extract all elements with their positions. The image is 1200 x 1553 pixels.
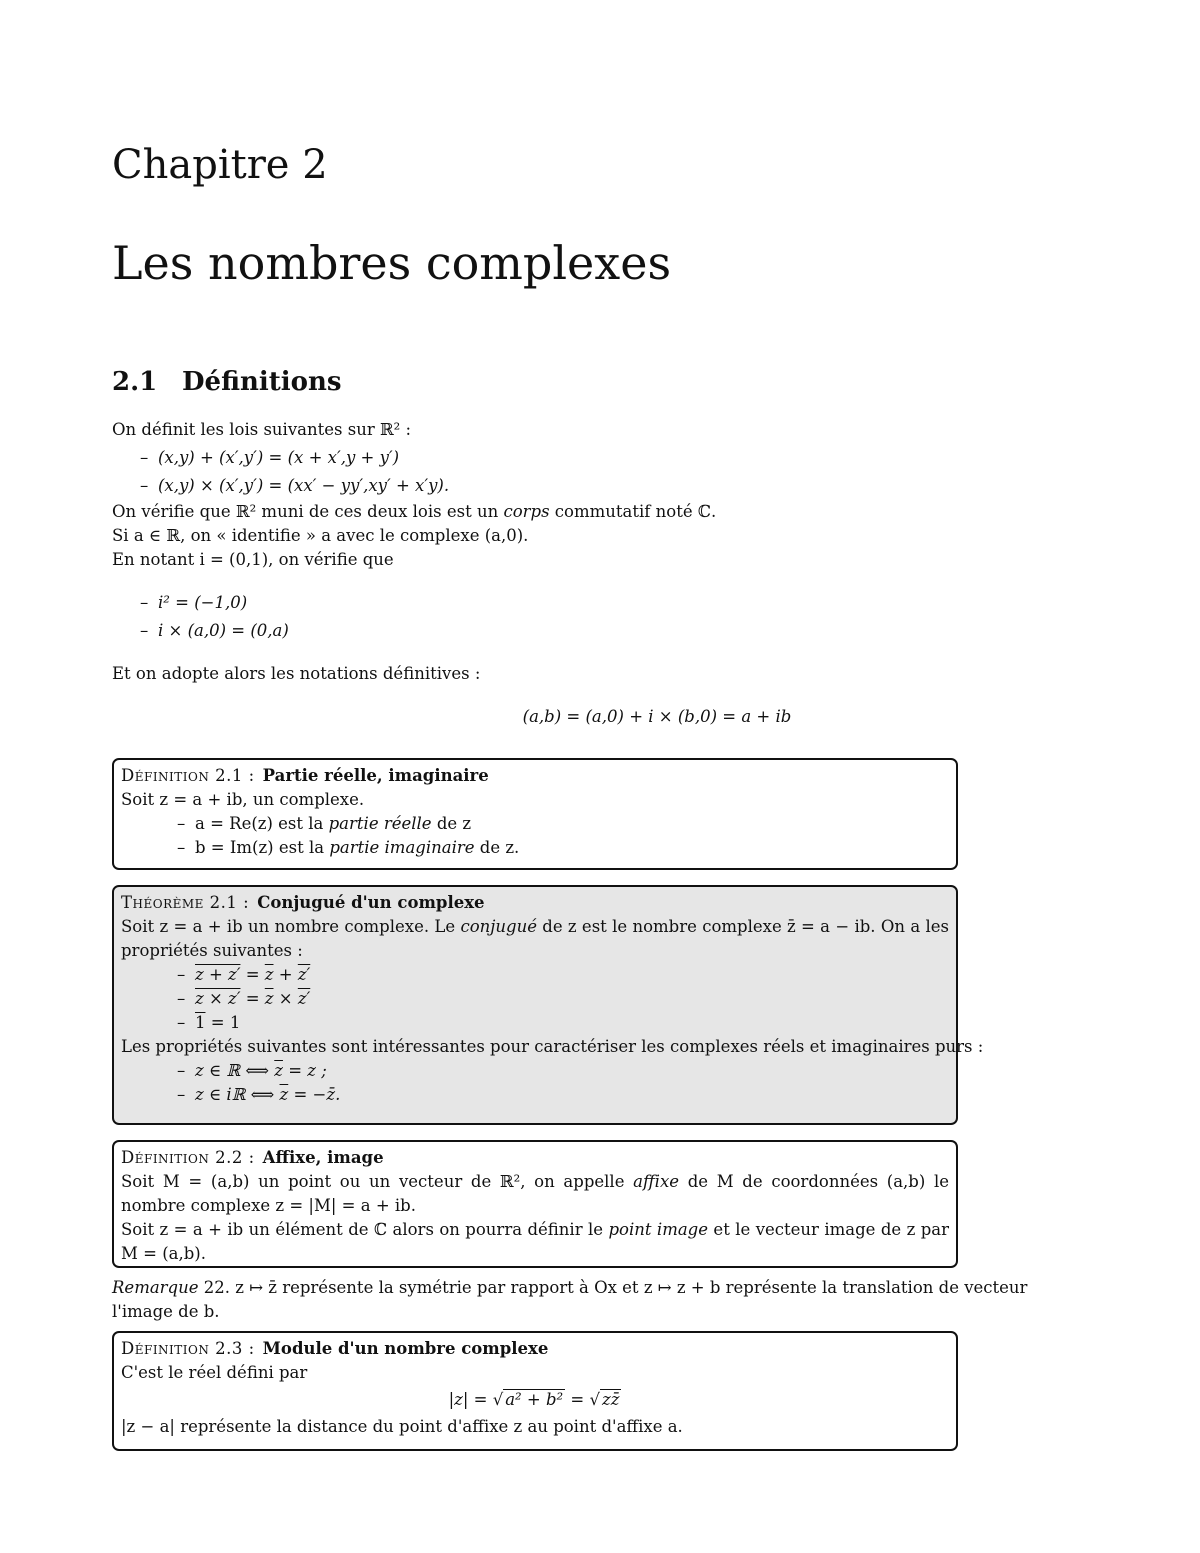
def2-para-1-em: affixe bbox=[633, 1172, 680, 1191]
def2-heading bbox=[121, 1146, 949, 1170]
def1-item-2-a: b = Im(z) est la bbox=[195, 838, 330, 857]
def2-para-1-b: de M de coordonnées (a,b) le nombre complexe z = |M| = a + ib. bbox=[121, 1172, 950, 1215]
chapter-label: Chapitre 2 bbox=[112, 142, 328, 188]
def1-item-2: – b = Im(z) est la partie imaginaire de z. bbox=[177, 838, 520, 857]
def3-line-1: C'est le réel défini par bbox=[121, 1363, 308, 1382]
remark-label: Remarque bbox=[112, 1278, 199, 1297]
def1-label: Définition 2.1 : bbox=[121, 766, 255, 785]
thm1-prop-1-r2: z′ bbox=[297, 965, 311, 984]
thm1-imag-b: $\overline{z}$ bbox=[279, 1085, 289, 1104]
thm1-prop-2: – $z \times z' = \overline{z} \times z'$ bbox=[177, 989, 311, 1008]
def2-para-2 bbox=[121, 1218, 949, 1266]
thm1-line-1 bbox=[121, 915, 949, 963]
theorem-box-2-1 bbox=[112, 885, 984, 1125]
definition-box-2-3 bbox=[112, 1331, 958, 1451]
display-formula-text: (a,b) = (a,0) + i × (b,0) = a + ib bbox=[522, 707, 792, 726]
prop-1: i² = (−1,0) bbox=[158, 593, 248, 612]
def2-title: Affixe, image bbox=[262, 1148, 384, 1167]
remark-text: z ↦ z̄ représente la symétrie par rapport à Ox et z ↦ z + b représente la translation de vecteur l'image de b. bbox=[112, 1278, 1028, 1321]
thm1-label: Théorème 2.1 : bbox=[121, 893, 250, 912]
def3-line-2: |z − a| représente la distance du point d'affixe z au point d'affixe a. bbox=[121, 1417, 683, 1436]
intro-line-4: En notant i = (0,1), on vérifie que bbox=[112, 550, 394, 569]
thm1-imag-c: = −z̄. bbox=[288, 1085, 341, 1104]
thm1-title: Conjugué d'un complexe bbox=[257, 893, 485, 912]
thm1-line-1-a: Soit z = a + ib un nombre complexe. Le bbox=[121, 917, 461, 936]
def3-title: Module d'un nombre complexe bbox=[262, 1339, 549, 1358]
def2-para-2-b: et le vecteur image de z par M = (a,b). bbox=[121, 1220, 949, 1263]
def1-item-2-em: partie imaginaire bbox=[329, 838, 475, 857]
def2-para-2-em: point image bbox=[608, 1220, 709, 1239]
thm1-prop-2-r2: z′ bbox=[297, 989, 311, 1008]
def1-item-1-em: partie réelle bbox=[328, 814, 432, 833]
law-item-1: – (x,y) + (x′,y′) = (x + x′,y + y′) bbox=[140, 448, 400, 467]
section-title: Définitions bbox=[182, 367, 342, 397]
intro-line-5: Et on adopte alors les notations définitives : bbox=[112, 664, 481, 683]
thm1-prop-1-left: z + z′ bbox=[195, 965, 241, 984]
display-formula bbox=[112, 706, 1200, 728]
def3-heading bbox=[121, 1337, 949, 1361]
intro-line-2-a: On vérifie que ℝ² muni de ces deux lois est un bbox=[112, 502, 504, 521]
thm1-imag-item: – z ∈ iℝ ⟺ $\overline{z}$ = −z̄. bbox=[177, 1085, 341, 1104]
def2-para-1 bbox=[121, 1170, 949, 1218]
definition-box-2-1 bbox=[112, 758, 958, 870]
def2-para-1-a: Soit M = (a,b) un point ou un vecteur de ℝ², on appelle bbox=[121, 1172, 634, 1191]
remark-22 bbox=[112, 1276, 1058, 1324]
def3-formula bbox=[121, 1385, 949, 1415]
def1-item-1: – a = Re(z) est la partie réelle de z bbox=[177, 814, 472, 833]
law-item-2: – (x,y) × (x′,y′) = (xx′ − yy′,xy′ + x′y). bbox=[140, 476, 450, 495]
def1-item-1-a: a = Re(z) est la bbox=[195, 814, 329, 833]
prop-2: i × (a,0) = (0,a) bbox=[158, 621, 289, 640]
def3-formula-b: a² + b² bbox=[505, 1390, 564, 1409]
thm1-real-c: = z ; bbox=[282, 1061, 327, 1080]
law-1: (x,y) + (x′,y′) = (x + x′,y + y′) bbox=[158, 448, 400, 467]
def3-formula-d: zz̄ bbox=[602, 1390, 620, 1409]
intro-line-2-em: corps bbox=[503, 502, 550, 521]
def2-para-2-a: Soit z = a + ib un élément de ℂ alors on pourra définir le bbox=[121, 1220, 609, 1239]
thm1-real-b: $\overline{z}$ bbox=[274, 1061, 283, 1080]
thm1-line-1-em: conjugué bbox=[460, 917, 537, 936]
thm1-line-1-b: de z est le nombre complexe z̄ = a − ib. On a les propriétés suivantes : bbox=[121, 917, 949, 960]
thm1-prop-3-left: 1 bbox=[195, 1013, 206, 1032]
thm1-prop-1: – $z + z' = \overline{z} + z'$ bbox=[177, 965, 311, 984]
thm1-prop-2-left: z × z′ bbox=[195, 989, 241, 1008]
thm1-real-a: z ∈ ℝ ⟺ bbox=[195, 1061, 275, 1080]
remark-number: 22. bbox=[203, 1278, 231, 1297]
chapter-title: Les nombres complexes bbox=[112, 236, 672, 290]
thm1-real-item: – z ∈ ℝ ⟺ $\overline{z} = z$ ; bbox=[177, 1061, 327, 1080]
def3-formula-a: |z| = √ bbox=[448, 1390, 504, 1409]
thm1-imag-a: z ∈ iℝ ⟺ bbox=[195, 1085, 280, 1104]
def3-formula-c: = √ bbox=[565, 1390, 601, 1409]
section-number: 2.1 bbox=[112, 367, 158, 397]
thm1-heading bbox=[121, 891, 949, 915]
prop-item-1: – i² = (−1,0) bbox=[140, 593, 248, 612]
def1-title: Partie réelle, imaginaire bbox=[262, 766, 489, 785]
def2-label: Définition 2.2 : bbox=[121, 1148, 255, 1167]
thm1-prop-2-r1: $\overline{z}$ bbox=[264, 989, 274, 1008]
thm1-prop-3-right: = 1 bbox=[205, 1013, 241, 1032]
thm1-line-2: Les propriétés suivantes sont intéressantes pour caractériser les complexes réels et imaginaires purs : bbox=[121, 1037, 984, 1056]
thm1-prop-3: – 1 = 1 bbox=[177, 1013, 241, 1032]
intro-line-3: Si a ∈ ℝ, on « identifie » a avec le complexe (a,0). bbox=[112, 526, 529, 545]
definition-box-2-2 bbox=[112, 1140, 958, 1268]
section-heading bbox=[112, 367, 342, 397]
thm1-prop-1-r1: $\overline{z}$ bbox=[264, 965, 274, 984]
law-2: (x,y) × (x′,y′) = (xx′ − yy′,xy′ + x′y). bbox=[158, 476, 450, 495]
def1-line-1: Soit z = a + ib, un complexe. bbox=[121, 790, 365, 809]
def3-label: Définition 2.3 : bbox=[121, 1339, 255, 1358]
intro-line-2 bbox=[112, 501, 716, 523]
def1-item-1-b: de z bbox=[431, 814, 472, 833]
def1-item-2-b: de z. bbox=[474, 838, 520, 857]
def1-heading bbox=[121, 764, 949, 788]
intro-line-1: On définit les lois suivantes sur ℝ² : bbox=[112, 420, 412, 439]
intro-line-2-b: commutatif noté ℂ. bbox=[549, 502, 717, 521]
prop-item-2: – i × (a,0) = (0,a) bbox=[140, 621, 289, 640]
